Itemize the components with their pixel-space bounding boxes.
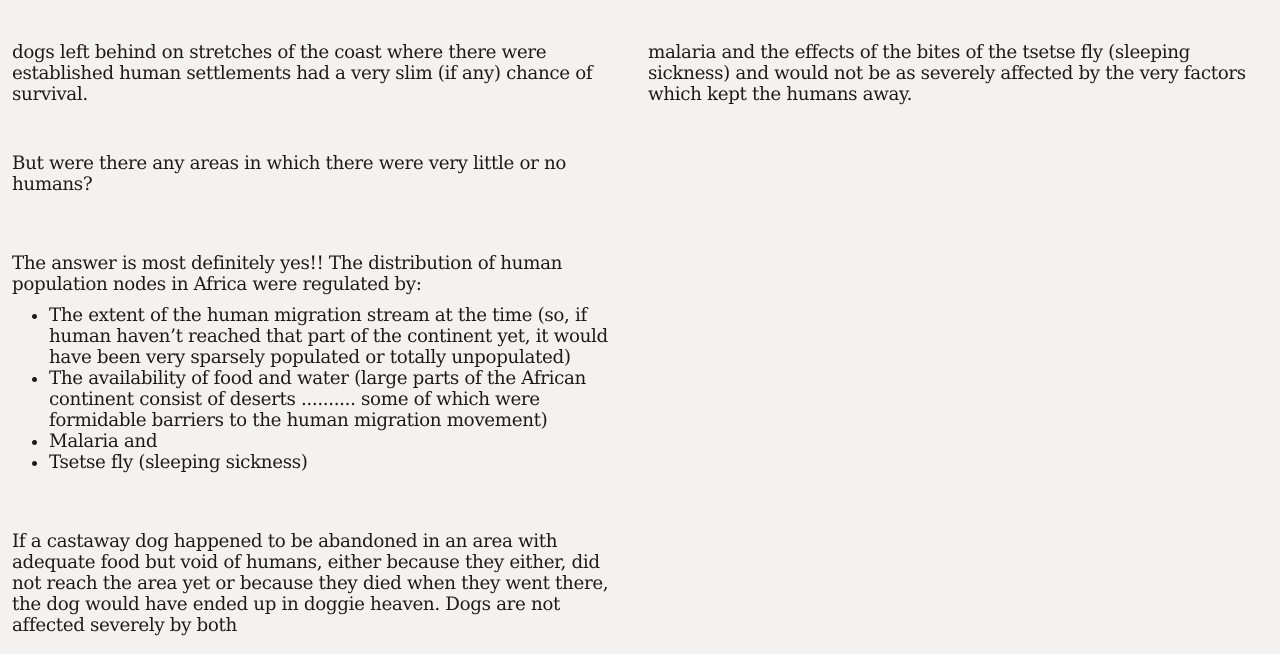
paragraph-answer: The answer is most definitely yes!! The distribution of human population nodes in Africa were regulated by: <box>12 253 563 295</box>
list-item: • Tsetse fly (sleeping sickness) <box>49 452 624 473</box>
right-column <box>648 42 1268 105</box>
factors-list <box>12 305 624 473</box>
paragraph-survival: dogs left behind on stretches of the coast where there were established human settlements had a very slim (if any) chance of survival. <box>12 42 593 105</box>
list-item: • The availability of food and water (large parts of the African continent consist of deserts .......... some of which were formidable barriers to the human migration movement) <box>49 368 624 431</box>
paragraph-castaway-dog: If a castaway dog happened to be abandoned in an area with adequate food but void of humans, either because they either, did not reach the area yet or because they died when they went there, the dog would have ended up in doggie heaven. Dogs are not affected severely by both <box>12 531 609 636</box>
left-column <box>12 42 624 636</box>
paragraph-malaria-tsetse: malaria and the effects of the bites of the tsetse fly (sleeping sickness) and would not be as severely affected by the very factors which kept the humans away. <box>648 42 1246 105</box>
list-item: • Malaria and <box>49 431 624 452</box>
list-item: • The extent of the human migration stream at the time (so, if human haven’t reached that part of the continent yet, it would have been very sparsely populated or totally unpopulated) <box>49 305 624 368</box>
paragraph-question: But were there any areas in which there were very little or no humans? <box>12 153 567 195</box>
